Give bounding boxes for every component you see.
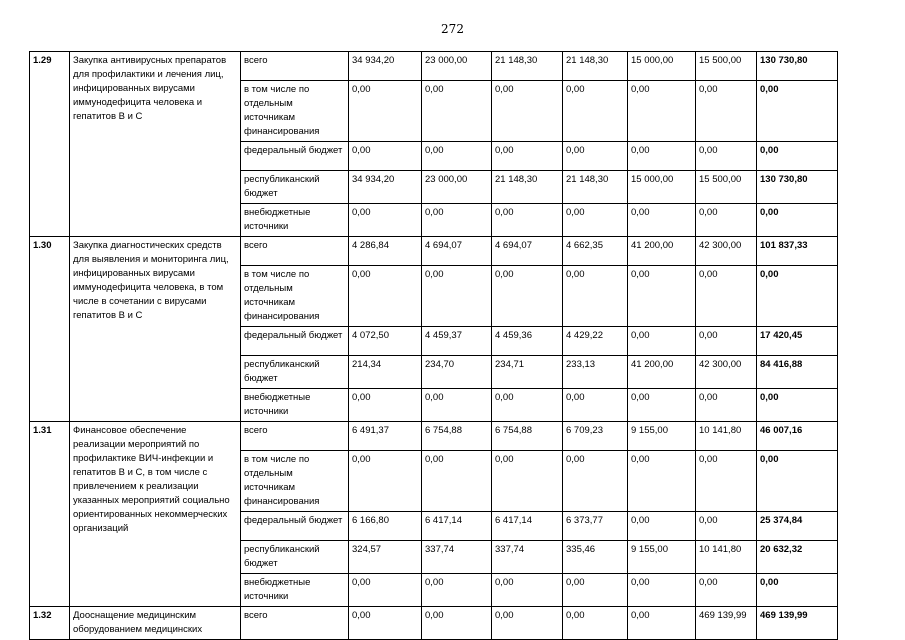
total-value: 101 837,33 <box>757 237 838 266</box>
year-value: 0,00 <box>628 266 696 327</box>
year-value: 4 072,50 <box>349 327 422 356</box>
year-value: 6 417,14 <box>492 512 563 541</box>
year-value: 234,71 <box>492 356 563 389</box>
year-value: 0,00 <box>696 204 757 237</box>
total-value: 0,00 <box>757 266 838 327</box>
year-value: 0,00 <box>422 451 492 512</box>
year-value: 233,13 <box>563 356 628 389</box>
year-value: 0,00 <box>563 607 628 640</box>
total-value: 130 730,80 <box>757 52 838 81</box>
year-value: 0,00 <box>349 81 422 142</box>
year-value: 0,00 <box>628 574 696 607</box>
year-value: 6 709,23 <box>563 422 628 451</box>
year-value: 0,00 <box>563 266 628 327</box>
table-row <box>30 607 838 640</box>
year-value: 42 300,00 <box>696 237 757 266</box>
year-value: 0,00 <box>563 142 628 171</box>
year-value: 0,00 <box>628 607 696 640</box>
funding-source: всего <box>241 422 349 451</box>
year-value: 0,00 <box>492 81 563 142</box>
year-value: 0,00 <box>492 204 563 237</box>
year-value: 324,57 <box>349 541 422 574</box>
year-value: 0,00 <box>492 142 563 171</box>
year-value: 9 155,00 <box>628 541 696 574</box>
year-value: 0,00 <box>349 142 422 171</box>
funding-source: в том числе по отдельным источникам финансирования <box>241 81 349 142</box>
year-value: 0,00 <box>422 389 492 422</box>
year-value: 42 300,00 <box>696 356 757 389</box>
year-value: 337,74 <box>422 541 492 574</box>
funding-source: внебюджетные источники <box>241 389 349 422</box>
year-value: 0,00 <box>422 204 492 237</box>
year-value: 0,00 <box>696 142 757 171</box>
year-value: 469 139,99 <box>696 607 757 640</box>
funding-source: всего <box>241 607 349 640</box>
year-value: 41 200,00 <box>628 237 696 266</box>
year-value: 0,00 <box>628 327 696 356</box>
year-value: 4 694,07 <box>422 237 492 266</box>
year-value: 0,00 <box>422 607 492 640</box>
year-value: 0,00 <box>563 574 628 607</box>
year-value: 0,00 <box>492 389 563 422</box>
year-value: 15 000,00 <box>628 171 696 204</box>
funding-source: в том числе по отдельным источникам финансирования <box>241 451 349 512</box>
year-value: 6 373,77 <box>563 512 628 541</box>
year-value: 0,00 <box>628 204 696 237</box>
year-value: 0,00 <box>349 451 422 512</box>
item-name: Финансовое обеспечение реализации мероприятий по профилактике ВИЧ-инфекции и гепатитов В и С, в том числе с привлечением к реализации указанных мероприятий социально ориентированных некоммерческих организаций <box>70 422 241 607</box>
year-value: 335,46 <box>563 541 628 574</box>
year-value: 23 000,00 <box>422 52 492 81</box>
total-value: 25 374,84 <box>757 512 838 541</box>
year-value: 0,00 <box>563 204 628 237</box>
year-value: 9 155,00 <box>628 422 696 451</box>
funding-source: федеральный бюджет <box>241 327 349 356</box>
year-value: 6 754,88 <box>422 422 492 451</box>
total-value: 0,00 <box>757 204 838 237</box>
total-value: 0,00 <box>757 574 838 607</box>
funding-source: всего <box>241 52 349 81</box>
year-value: 0,00 <box>422 574 492 607</box>
year-value: 21 148,30 <box>563 52 628 81</box>
year-value: 0,00 <box>696 451 757 512</box>
year-value: 0,00 <box>422 81 492 142</box>
year-value: 0,00 <box>628 451 696 512</box>
year-value: 0,00 <box>492 451 563 512</box>
funding-source: федеральный бюджет <box>241 512 349 541</box>
year-value: 15 000,00 <box>628 52 696 81</box>
year-value: 0,00 <box>349 607 422 640</box>
year-value: 0,00 <box>563 81 628 142</box>
total-value: 469 139,99 <box>757 607 838 640</box>
year-value: 0,00 <box>492 607 563 640</box>
year-value: 4 286,84 <box>349 237 422 266</box>
total-value: 0,00 <box>757 81 838 142</box>
year-value: 15 500,00 <box>696 171 757 204</box>
year-value: 21 148,30 <box>492 52 563 81</box>
total-value: 0,00 <box>757 451 838 512</box>
year-value: 4 694,07 <box>492 237 563 266</box>
funding-source: внебюджетные источники <box>241 574 349 607</box>
year-value: 21 148,30 <box>563 171 628 204</box>
year-value: 4 459,37 <box>422 327 492 356</box>
year-value: 34 934,20 <box>349 52 422 81</box>
year-value: 21 148,30 <box>492 171 563 204</box>
year-value: 0,00 <box>563 451 628 512</box>
year-value: 0,00 <box>349 204 422 237</box>
funding-source: всего <box>241 237 349 266</box>
year-value: 41 200,00 <box>628 356 696 389</box>
total-value: 17 420,45 <box>757 327 838 356</box>
year-value: 0,00 <box>492 574 563 607</box>
year-value: 34 934,20 <box>349 171 422 204</box>
total-value: 84 416,88 <box>757 356 838 389</box>
year-value: 10 141,80 <box>696 541 757 574</box>
year-value: 234,70 <box>422 356 492 389</box>
year-value: 4 459,36 <box>492 327 563 356</box>
year-value: 214,34 <box>349 356 422 389</box>
year-value: 0,00 <box>492 266 563 327</box>
year-value: 0,00 <box>628 81 696 142</box>
year-value: 4 429,22 <box>563 327 628 356</box>
year-value: 6 491,37 <box>349 422 422 451</box>
total-value: 20 632,32 <box>757 541 838 574</box>
total-value: 46 007,16 <box>757 422 838 451</box>
item-name: Закупка диагностических средств для выявления и мониторинга лиц, инфицированных вирусами иммунодефицита человека, в том числе в сочетании с вирусами гепатитов В и С <box>70 237 241 422</box>
year-value: 6 166,80 <box>349 512 422 541</box>
item-name: Дооснащение медицинским оборудованием медицинских <box>70 607 241 640</box>
year-value: 0,00 <box>628 142 696 171</box>
year-value: 23 000,00 <box>422 171 492 204</box>
year-value: 0,00 <box>696 574 757 607</box>
year-value: 0,00 <box>696 266 757 327</box>
funding-source: республиканский бюджет <box>241 541 349 574</box>
year-value: 0,00 <box>696 389 757 422</box>
funding-source: в том числе по отдельным источникам финансирования <box>241 266 349 327</box>
funding-source: республиканский бюджет <box>241 171 349 204</box>
funding-source: внебюджетные источники <box>241 204 349 237</box>
item-name: Закупка антивирусных препаратов для профилактики и лечения лиц, инфицированных вирусами иммунодефицита человека и гепатитов В и С <box>70 52 241 237</box>
year-value: 337,74 <box>492 541 563 574</box>
year-value: 0,00 <box>696 327 757 356</box>
year-value: 6 417,14 <box>422 512 492 541</box>
total-value: 130 730,80 <box>757 171 838 204</box>
year-value: 0,00 <box>563 389 628 422</box>
year-value: 0,00 <box>628 512 696 541</box>
funding-source: федеральный бюджет <box>241 142 349 171</box>
item-number: 1.30 <box>30 237 70 422</box>
item-number: 1.29 <box>30 52 70 237</box>
year-value: 0,00 <box>422 142 492 171</box>
year-value: 0,00 <box>696 512 757 541</box>
item-number: 1.31 <box>30 422 70 607</box>
total-value: 0,00 <box>757 389 838 422</box>
total-value: 0,00 <box>757 142 838 171</box>
item-number: 1.32 <box>30 607 70 640</box>
budget-table <box>29 51 838 640</box>
table-row <box>30 237 838 266</box>
year-value: 0,00 <box>349 266 422 327</box>
year-value: 0,00 <box>349 389 422 422</box>
funding-source: республиканский бюджет <box>241 356 349 389</box>
page-number: 272 <box>441 22 464 36</box>
year-value: 0,00 <box>628 389 696 422</box>
table-row <box>30 422 838 451</box>
table-row <box>30 52 838 81</box>
year-value: 0,00 <box>422 266 492 327</box>
year-value: 10 141,80 <box>696 422 757 451</box>
year-value: 0,00 <box>696 81 757 142</box>
year-value: 0,00 <box>349 574 422 607</box>
year-value: 15 500,00 <box>696 52 757 81</box>
year-value: 6 754,88 <box>492 422 563 451</box>
year-value: 4 662,35 <box>563 237 628 266</box>
